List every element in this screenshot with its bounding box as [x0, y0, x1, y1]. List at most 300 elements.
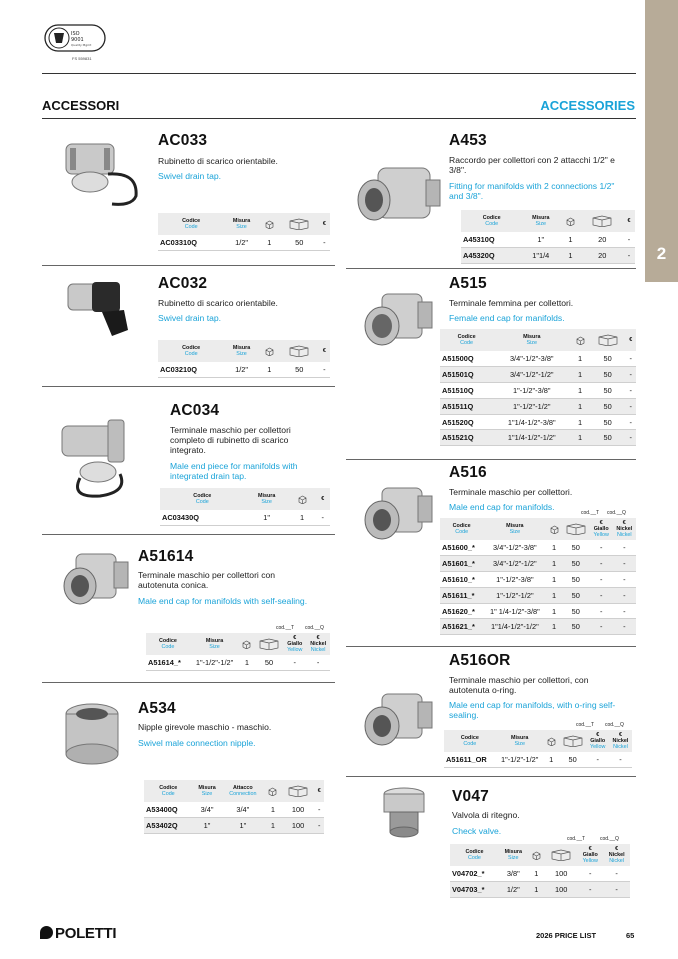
- product-image-ac034: [58, 406, 150, 502]
- table-row: [440, 556, 636, 572]
- table-header-cell: Misura Size: [493, 329, 570, 351]
- table-header-cell: Misura Size: [192, 780, 221, 802]
- table-header-cell: [255, 633, 284, 655]
- table-cell: 50: [255, 655, 284, 671]
- product-image-ac032: [62, 276, 144, 348]
- table-cell: AC03430Q: [160, 510, 245, 526]
- table-cell: 1"-1/2"-1/2": [496, 752, 544, 768]
- table-cell: -: [306, 655, 330, 671]
- table-cell: 1: [528, 882, 545, 898]
- table-cell: 100: [545, 866, 577, 882]
- table-header-cell: Misura Size: [499, 844, 528, 866]
- table-cell: 100: [545, 882, 577, 898]
- table-cell: 50: [590, 351, 626, 367]
- table-header-cell: [590, 329, 626, 351]
- brand-mark-icon: [40, 926, 53, 939]
- table-cell: -: [314, 802, 324, 818]
- table-row: [444, 752, 632, 768]
- product-desc-it: Valvola di ritegno.: [452, 810, 520, 820]
- table-cell: -: [613, 619, 636, 635]
- table-header-cell: Codice Code: [440, 518, 483, 540]
- product-desc-en: Male end piece for manifolds with integrated drain tap.: [170, 461, 298, 481]
- table-header-cell: € Giallo Yellow: [587, 730, 609, 752]
- table-header-cell: € Nickel Nickel: [603, 844, 630, 866]
- box-icon: [532, 851, 541, 860]
- product-code: A516: [449, 464, 487, 481]
- table-cell: 1: [259, 235, 280, 251]
- table-cell: 1": [245, 510, 289, 526]
- table-cell: -: [314, 818, 324, 834]
- table-cell: 1: [239, 655, 254, 671]
- table-cell: 50: [590, 430, 626, 446]
- box-icon: [298, 495, 307, 504]
- product-desc-it: Terminale femmina per collettori.: [449, 298, 574, 308]
- carton-icon: [259, 638, 279, 650]
- table-cell: 1: [546, 603, 561, 619]
- table-header-cell: € Giallo Yellow: [283, 633, 306, 655]
- divider: [346, 268, 636, 269]
- table-row: [440, 351, 636, 367]
- table-cell: 1: [544, 752, 559, 768]
- carton-icon: [563, 735, 583, 747]
- box-icon: [550, 525, 559, 534]
- section-tab: [645, 0, 678, 282]
- box-icon: [265, 220, 274, 229]
- divider: [346, 646, 636, 647]
- table-cell: V04702_*: [450, 866, 499, 882]
- table-cell: 1" 1/4-1/2"-3/8": [483, 603, 546, 619]
- table-row: [160, 510, 330, 526]
- price-table-a516: [440, 518, 636, 635]
- table-cell: 1: [570, 430, 589, 446]
- product-image-a515: [360, 288, 438, 358]
- table-cell: A51521Q: [440, 430, 493, 446]
- table-cell: A51620_*: [440, 603, 483, 619]
- carton-icon: [288, 785, 308, 797]
- product-desc-it: Rubinetto di scarico orientabile.: [158, 156, 278, 166]
- table-row: [461, 232, 635, 248]
- table-cell: -: [626, 398, 636, 414]
- product-code: A534: [138, 700, 176, 717]
- table-cell: A51600_*: [440, 540, 483, 556]
- table-cell: 1"1/4-1/2"-1/2": [483, 619, 546, 635]
- svg-text:Quality Mgmt: Quality Mgmt: [71, 43, 92, 47]
- table-cell: A51621_*: [440, 619, 483, 635]
- table-cell: 1/2": [499, 882, 528, 898]
- product-desc-it: Terminale maschio per collettori.: [449, 487, 573, 497]
- table-header-cell: [544, 730, 559, 752]
- table-row: [158, 235, 330, 251]
- table-cell: A51614_*: [146, 655, 190, 671]
- table-header-cell: Misura Size: [190, 633, 239, 655]
- table-header-cell: Codice Code: [450, 844, 499, 866]
- table-cell: 50: [590, 383, 626, 399]
- table-header-cell: Codice Code: [158, 340, 224, 362]
- table-header-cell: [289, 488, 316, 510]
- table-cell: 1: [570, 351, 589, 367]
- table-cell: -: [577, 866, 603, 882]
- table-header-cell: [570, 329, 589, 351]
- product-desc-en: Male end cap for manifolds, with o-ring self-sealing.: [449, 700, 616, 720]
- page-number: 65: [626, 931, 635, 940]
- table-cell: -: [626, 367, 636, 383]
- cod-t-label: cod.__T: [567, 836, 586, 842]
- table-header-cell: [559, 210, 581, 232]
- product-image-a516: [360, 482, 438, 552]
- table-cell: 50: [562, 587, 590, 603]
- table-cell: A51611_*: [440, 587, 483, 603]
- table-cell: A51611_OR: [444, 752, 496, 768]
- table-header-cell: Codice Code: [146, 633, 190, 655]
- table-cell: 1": [222, 818, 265, 834]
- table-cell: 1": [522, 232, 559, 248]
- box-icon: [576, 336, 585, 345]
- divider: [42, 265, 335, 266]
- header-rule: [42, 73, 636, 74]
- table-cell: -: [626, 414, 636, 430]
- table-row: [440, 603, 636, 619]
- product-code: AC034: [170, 402, 220, 419]
- price-table-a453: [461, 210, 635, 264]
- table-row: [440, 540, 636, 556]
- table-cell: 100: [282, 818, 315, 834]
- table-header-cell: €: [319, 340, 330, 362]
- table-cell: 3/8": [499, 866, 528, 882]
- table-header-cell: Attacco Connection: [222, 780, 265, 802]
- table-cell: -: [319, 235, 330, 251]
- table-cell: 1"-1/2"-1/2": [493, 398, 570, 414]
- table-cell: A45310Q: [461, 232, 522, 248]
- table-cell: 20: [582, 248, 623, 264]
- table-cell: AC03310Q: [158, 235, 224, 251]
- box-icon: [242, 640, 251, 649]
- table-cell: 1"-1/2"-1/2": [190, 655, 239, 671]
- box-icon: [566, 217, 575, 226]
- table-header-cell: €: [316, 488, 330, 510]
- table-cell: A51501Q: [440, 367, 493, 383]
- product-desc-it: Rubinetto di scarico orientabile.: [158, 298, 278, 308]
- table-header-cell: Misura Size: [483, 518, 546, 540]
- table-row: [146, 655, 330, 671]
- table-cell: -: [613, 540, 636, 556]
- product-desc-en: Male end cap for manifolds.: [449, 502, 555, 512]
- table-cell: -: [626, 351, 636, 367]
- table-cell: 1: [546, 619, 561, 635]
- table-row: [144, 818, 324, 834]
- table-header-cell: € Nickel Nickel: [609, 730, 632, 752]
- table-cell: 1: [570, 383, 589, 399]
- table-cell: 1: [546, 572, 561, 588]
- table-header-cell: €: [314, 780, 324, 802]
- table-cell: 1: [259, 362, 280, 378]
- product-code: A453: [449, 132, 487, 149]
- product-desc-en: Check valve.: [452, 826, 502, 836]
- table-cell: AC03210Q: [158, 362, 224, 378]
- table-cell: 20: [582, 232, 623, 248]
- table-cell: 1: [289, 510, 316, 526]
- divider: [42, 534, 335, 535]
- table-cell: A51520Q: [440, 414, 493, 430]
- table-row: [158, 362, 330, 378]
- table-cell: -: [626, 383, 636, 399]
- product-desc-it: Terminale maschio per collettori completo di rubinetto di scarico integrato.: [170, 425, 291, 455]
- table-row: [440, 572, 636, 588]
- table-row: [440, 587, 636, 603]
- price-table-a516or: [444, 730, 632, 768]
- title-rule: [42, 118, 636, 119]
- table-cell: V04703_*: [450, 882, 499, 898]
- cod-q-label: cod.__Q: [600, 836, 619, 842]
- table-cell: 50: [590, 367, 626, 383]
- table-cell: 1: [528, 866, 545, 882]
- table-header-cell: [559, 730, 587, 752]
- table-cell: -: [613, 587, 636, 603]
- table-cell: A51601_*: [440, 556, 483, 572]
- table-cell: 1: [570, 367, 589, 383]
- table-cell: 50: [590, 414, 626, 430]
- table-row: [450, 882, 630, 898]
- table-cell: A51510Q: [440, 383, 493, 399]
- title-it: ACCESSORI: [42, 98, 120, 113]
- table-cell: 3/4": [222, 802, 265, 818]
- title-en: ACCESSORIES: [540, 98, 635, 113]
- product-image-ac033: [58, 132, 146, 208]
- table-cell: -: [319, 362, 330, 378]
- table-cell: 3/4"-1/2"-1/2": [493, 367, 570, 383]
- table-cell: 1: [570, 414, 589, 430]
- table-header-cell: [562, 518, 590, 540]
- carton-icon: [598, 334, 618, 346]
- table-row: [440, 619, 636, 635]
- carton-icon: [592, 215, 612, 227]
- table-header-cell: [545, 844, 577, 866]
- table-header-cell: [280, 340, 319, 362]
- cod-t-label: cod.__T: [576, 722, 595, 728]
- table-cell: 3/4": [192, 802, 221, 818]
- svg-text:ISO: ISO: [71, 31, 80, 37]
- table-row: [450, 866, 630, 882]
- table-cell: -: [590, 540, 613, 556]
- product-desc-en: Male end cap for manifolds with self-sealing.: [138, 596, 308, 606]
- table-cell: -: [626, 430, 636, 446]
- product-code: AC033: [158, 132, 208, 149]
- price-table-ac033: [158, 213, 330, 251]
- table-header-cell: [528, 844, 545, 866]
- price-table-a515: [440, 329, 636, 446]
- table-header-cell: [259, 213, 280, 235]
- table-cell: 1": [192, 818, 221, 834]
- divider: [42, 682, 335, 683]
- cod-q-label: cod.__Q: [607, 510, 626, 516]
- table-header-cell: Misura Size: [245, 488, 289, 510]
- divider: [346, 776, 636, 777]
- table-cell: -: [590, 556, 613, 572]
- carton-icon: [551, 849, 571, 861]
- table-header-cell: [264, 780, 282, 802]
- cert-caption: FS 559831: [72, 56, 92, 61]
- table-cell: 1: [264, 802, 282, 818]
- table-header-cell: €: [623, 210, 635, 232]
- table-cell: -: [590, 572, 613, 588]
- table-cell: -: [316, 510, 330, 526]
- table-row: [440, 414, 636, 430]
- price-table-a51614: [146, 633, 330, 671]
- price-table-v047: [450, 844, 630, 898]
- product-desc-en: Swivel drain tap.: [158, 171, 222, 181]
- table-header-cell: Codice Code: [444, 730, 496, 752]
- table-header-cell: €: [626, 329, 636, 351]
- table-header-cell: € Giallo Yellow: [590, 518, 613, 540]
- product-desc-en: Swivel drain tap.: [158, 313, 222, 323]
- cod-q-label: cod.__Q: [605, 722, 624, 728]
- product-image-a516or: [360, 690, 438, 760]
- table-cell: 1: [264, 818, 282, 834]
- table-cell: 3/4"-1/2"-3/8": [483, 540, 546, 556]
- product-desc-it: Terminale maschio per collettori, con autotenuta o-ring.: [449, 675, 589, 695]
- table-cell: 50: [562, 540, 590, 556]
- table-cell: -: [613, 572, 636, 588]
- table-cell: 1"1/4-1/2"-1/2": [493, 430, 570, 446]
- table-header-cell: Codice Code: [160, 488, 245, 510]
- product-desc-en: Fitting for manifolds with 2 connections 1/2" and 3/8".: [449, 181, 615, 201]
- table-cell: 50: [562, 556, 590, 572]
- col-price: €: [319, 213, 330, 235]
- table-cell: 1: [559, 248, 581, 264]
- product-image-a51614: [58, 548, 138, 618]
- table-header-cell: Misura Size: [496, 730, 544, 752]
- table-cell: A45320Q: [461, 248, 522, 264]
- price-table-a534: [144, 780, 324, 834]
- table-cell: 1: [546, 540, 561, 556]
- table-header-cell: € Nickel Nickel: [306, 633, 330, 655]
- price-list-label: 2026 PRICE LIST: [536, 931, 597, 940]
- table-cell: 50: [559, 752, 587, 768]
- col-size: Misura Size: [224, 213, 259, 235]
- cod-t-label: cod.__T: [276, 625, 295, 631]
- table-cell: 1: [570, 398, 589, 414]
- table-cell: -: [613, 603, 636, 619]
- product-desc-en: Swivel male connection nipple.: [138, 738, 256, 748]
- table-row: [461, 248, 635, 264]
- table-cell: -: [590, 619, 613, 635]
- price-table-ac034: [160, 488, 330, 526]
- table-cell: 1/2": [224, 362, 259, 378]
- table-cell: -: [587, 752, 609, 768]
- product-desc-it: Raccordo per collettori con 2 attacchi 1/2" e 3/8".: [449, 155, 615, 175]
- table-cell: 1: [546, 587, 561, 603]
- table-cell: -: [603, 866, 630, 882]
- table-cell: 1"1/4: [522, 248, 559, 264]
- table-cell: -: [623, 232, 635, 248]
- svg-text:9001: 9001: [71, 37, 84, 43]
- carton-icon: [566, 523, 586, 535]
- table-row: [144, 802, 324, 818]
- table-header-cell: € Nickel Nickel: [613, 518, 636, 540]
- product-desc-it: Nipple girevole maschio - maschio.: [138, 722, 272, 732]
- table-cell: 50: [562, 572, 590, 588]
- table-header-cell: Codice Code: [440, 329, 493, 351]
- table-cell: -: [577, 882, 603, 898]
- product-desc-it: Terminale maschio per collettori con autotenuta conica.: [138, 570, 276, 590]
- box-icon: [268, 787, 277, 796]
- table-cell: A53402Q: [144, 818, 192, 834]
- table-cell: -: [623, 248, 635, 264]
- cod-q-label: cod.__Q: [305, 625, 324, 631]
- table-header-cell: Misura Size: [224, 340, 259, 362]
- table-cell: 1: [546, 556, 561, 572]
- table-cell: -: [609, 752, 632, 768]
- carton-icon: [289, 345, 309, 357]
- table-cell: -: [613, 556, 636, 572]
- product-desc-en: Female end cap for manifolds.: [449, 313, 565, 323]
- cod-t-label: cod.__T: [581, 510, 600, 516]
- product-code: A516OR: [449, 652, 511, 669]
- table-header-cell: € Giallo Yellow: [577, 844, 603, 866]
- product-code: A515: [449, 275, 487, 292]
- table-cell: A53400Q: [144, 802, 192, 818]
- table-cell: 1: [559, 232, 581, 248]
- table-cell: 50: [280, 362, 319, 378]
- table-cell: A51500Q: [440, 351, 493, 367]
- table-cell: -: [603, 882, 630, 898]
- carton-icon: [289, 218, 309, 230]
- box-icon: [547, 737, 556, 746]
- table-header-cell: Codice Code: [144, 780, 192, 802]
- table-row: [440, 367, 636, 383]
- table-header-cell: [282, 780, 315, 802]
- table-header-cell: Misura Size: [522, 210, 559, 232]
- table-row: [440, 430, 636, 446]
- table-cell: A51511Q: [440, 398, 493, 414]
- product-image-a534: [52, 700, 130, 774]
- price-table-ac032: [158, 340, 330, 378]
- table-header-cell: [259, 340, 280, 362]
- box-icon: [265, 347, 274, 356]
- table-cell: 50: [562, 603, 590, 619]
- product-code: A51614: [138, 548, 194, 565]
- table-cell: 50: [590, 398, 626, 414]
- col-code: Codice Code: [158, 213, 224, 235]
- divider: [346, 459, 636, 460]
- divider: [42, 386, 335, 387]
- table-header-cell: [546, 518, 561, 540]
- table-cell: -: [590, 603, 613, 619]
- table-cell: -: [283, 655, 306, 671]
- table-cell: -: [590, 587, 613, 603]
- product-image-v047: [378, 786, 430, 842]
- product-code: AC032: [158, 275, 208, 292]
- product-code: V047: [452, 788, 489, 805]
- table-cell: 1"-1/2"-1/2": [483, 587, 546, 603]
- table-row: [440, 383, 636, 399]
- product-image-a453: [354, 160, 444, 236]
- table-cell: A51610_*: [440, 572, 483, 588]
- section-number: 2: [656, 244, 667, 263]
- table-cell: 100: [282, 802, 315, 818]
- table-cell: 1/2": [224, 235, 259, 251]
- table-header-cell: [582, 210, 623, 232]
- table-header-cell: [239, 633, 254, 655]
- table-header-cell: Codice Code: [461, 210, 522, 232]
- table-cell: 1"-1/2"-3/8": [493, 383, 570, 399]
- table-cell: 1"-1/2"-3/8": [483, 572, 546, 588]
- table-cell: 3/4"-1/2"-3/8": [493, 351, 570, 367]
- table-cell: 50: [280, 235, 319, 251]
- table-cell: 1"1/4-1/2"-3/8": [493, 414, 570, 430]
- table-cell: 3/4"-1/2"-1/2": [483, 556, 546, 572]
- table-cell: 50: [562, 619, 590, 635]
- brand-logo: POLETTI: [40, 925, 116, 942]
